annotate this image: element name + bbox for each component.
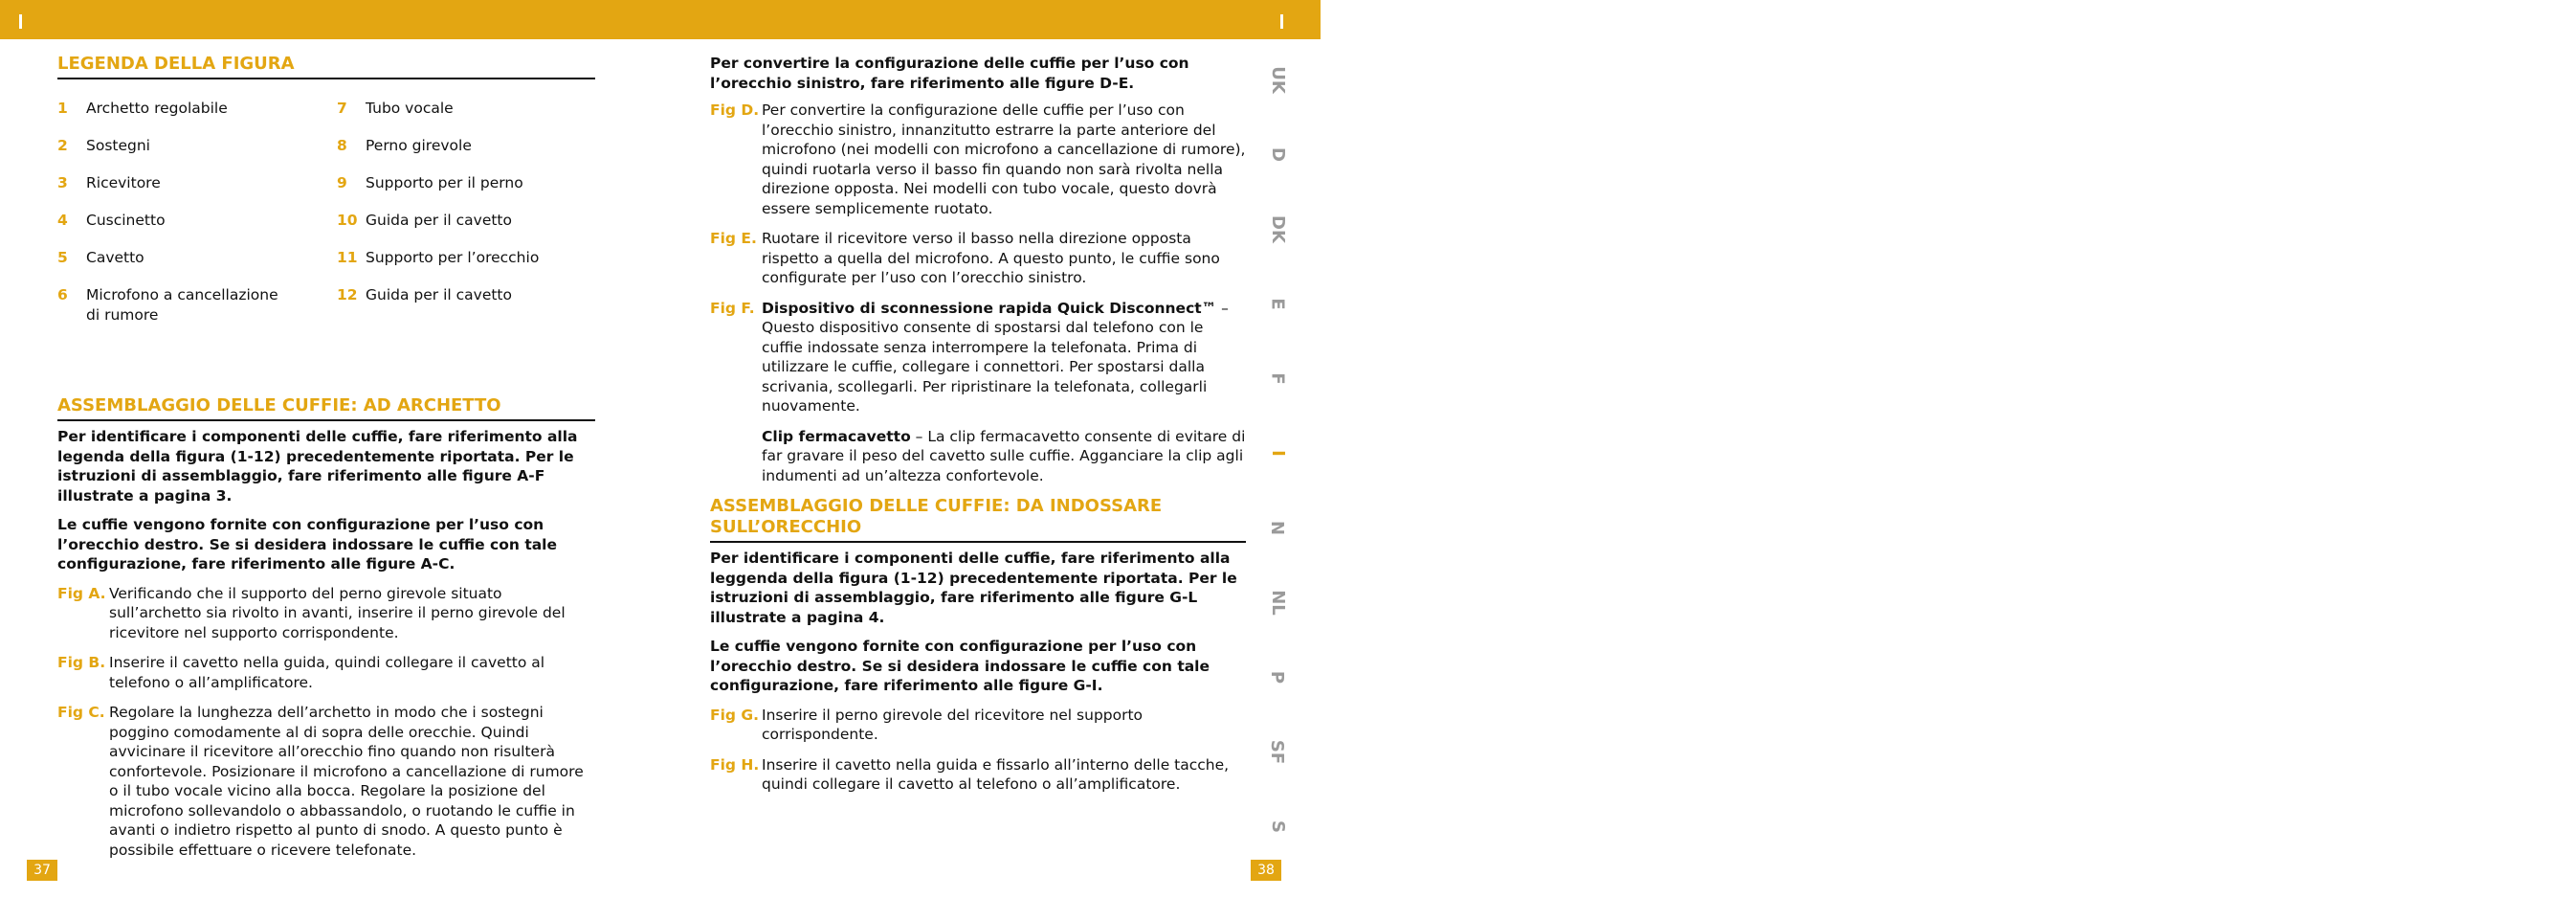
legend-label: Sostegni <box>86 137 150 154</box>
right-tick-mark <box>1280 14 1283 29</box>
legend-number: 6 <box>57 286 68 303</box>
legend-item <box>337 136 605 156</box>
assembly-lead-1: Per identificare i componenti delle cuffie, fare riferimento alla legenda della figura (1-12) precedentemente riportata. Per le istruzioni di assemblaggio, fare riferimento alle figure A-F illustrate a pagina 3. <box>57 428 578 505</box>
legend-label: Supporto per l’orecchio <box>366 249 540 266</box>
left-tick-mark <box>19 14 22 29</box>
legend-item <box>57 173 344 193</box>
legend-number: 9 <box>337 174 347 191</box>
legend-label: Perno girevole <box>366 137 472 154</box>
legend-item <box>337 211 605 231</box>
language-tab-p[interactable]: P <box>1267 670 1288 684</box>
fig-text: Inserire il cavetto nella guida e fissarlo all’interno delle tacche, quindi collegare il cavetto al telefono o all’amplificatore. <box>762 755 1230 793</box>
legend-number: 4 <box>57 212 68 229</box>
legend-label: Guida per il cavetto <box>366 286 512 303</box>
legend-item <box>57 136 344 156</box>
page-number-left: 37 <box>27 860 57 881</box>
fig-label: Fig F. <box>710 299 755 317</box>
legend-number: 8 <box>337 137 347 154</box>
legend-number: 1 <box>57 100 68 117</box>
clip-text: – La clip fermacavetto consente di evitare di far gravare il peso del cavetto sulle cuffie. Agganciare la clip agli indumenti ad un’altezza confortevole. <box>762 427 1246 484</box>
legend-item <box>57 248 344 268</box>
fig-text: Regolare la lunghezza dell’archetto in modo che i sostegni poggino comodamente al di sopra delle orecchie. Quindi avvicinare il ricevitore all’orecchio fino quando non risulterà confortevole. Posizionare il microfono a cancellazione di rumore o il tubo vocale vicino alla bocca. Regolare la posizione del microfono sollevandolo o abbassandolo, o ruotando le cuffie in avanti o indietro rispetto al punto di snodo. A questo punto è possibile effettuare o ricevere telefonate. <box>109 704 584 859</box>
fig-text: Verificando che il supporto del perno girevole situato sull’archetto sia rivolto in avanti, inserire il perno girevole del ricevitore nel supporto corrispondente. <box>109 584 566 641</box>
legend-number: 5 <box>57 249 68 266</box>
legend-label: Cuscinetto <box>86 212 166 229</box>
legend-number: 7 <box>337 100 347 117</box>
legend-item <box>337 99 605 119</box>
fig-label: Fig G. <box>710 706 760 724</box>
legend-number: 11 <box>337 249 358 266</box>
legend-item <box>57 99 344 119</box>
legend-list-left <box>57 99 344 343</box>
page-number-right: 38 <box>1251 860 1281 881</box>
language-tab-sf[interactable]: SF <box>1267 739 1288 764</box>
language-tab-uk[interactable]: UK <box>1267 65 1288 94</box>
legend-item <box>57 285 344 325</box>
legend-item <box>57 211 344 231</box>
fig-f <box>710 299 1246 486</box>
legend-number: 2 <box>57 137 68 154</box>
fig-c <box>57 703 595 860</box>
assembly-lead-2: Le cuffie vengono fornite con configurazione per l’uso con l’orecchio destro. Se si desidera indossare le cuffie con tale configurazione, fare riferimento alle figure A-C. <box>57 516 558 572</box>
right-column <box>710 54 1246 805</box>
fig-g <box>710 706 1246 745</box>
legend-label: Cavetto <box>86 249 144 266</box>
legend-title: LEGENDA DELLA FIGURA <box>57 54 595 79</box>
fig-label: Fig H. <box>710 755 760 774</box>
legend-label: Archetto regolabile <box>86 100 228 117</box>
language-tab-i[interactable]: I <box>1267 449 1288 457</box>
fig-a <box>57 584 595 643</box>
legend-label: Supporto per il perno <box>366 174 523 191</box>
legend-number: 3 <box>57 174 68 191</box>
legend-number: 10 <box>337 212 358 229</box>
language-tab-e[interactable]: E <box>1267 297 1288 310</box>
ear-lead-1: Per identificare i componenti delle cuffie, fare riferimento alla leggenda della figura (1-12) precedentemente riportata. Per le istruzioni di assemblaggio, fare riferimento alle figure G-L illustrate a pagina 4. <box>710 550 1237 626</box>
assembly-headband-section <box>57 395 595 870</box>
language-tab-f[interactable]: F <box>1267 371 1288 385</box>
assembly-ear-title: ASSEMBLAGGIO DELLE CUFFIE: DA INDOSSARE SULL’ORECCHIO <box>710 496 1246 543</box>
legend-item <box>337 285 605 305</box>
fig-h <box>710 755 1246 795</box>
legend-item <box>337 173 605 193</box>
quick-disconnect-text: – Questo dispositivo consente di spostarsi dal telefono con le cuffie indossate senza interrompere la telefonata. Prima di utilizzare le cuffie, collegare i connettori. Per spostarsi dalla scrivania, scollegarli. Per ripristinare la telefonata, collegarli nuovamente. <box>762 299 1229 415</box>
clip-title: Clip fermacavetto <box>762 427 911 445</box>
language-tab-n[interactable]: N <box>1267 520 1288 535</box>
language-tab-nl[interactable]: NL <box>1267 589 1288 616</box>
fig-text: Inserire il perno girevole del ricevitore nel supporto corrispondente. <box>762 706 1144 743</box>
fig-b <box>57 653 595 692</box>
fig-label: Fig A. <box>57 584 106 602</box>
language-tab-d[interactable]: D <box>1267 146 1288 162</box>
legend-number: 12 <box>337 286 358 303</box>
legend-label: Microfono a cancellazione di rumore <box>86 286 278 324</box>
legend-list-right <box>337 99 605 323</box>
ear-lead-2: Le cuffie vengono fornite con configurazione per l’uso con l’orecchio destro. Se si desidera indossare le cuffie con tale configurazione, fare riferimento alle figure G-I. <box>710 638 1210 694</box>
header-bar <box>0 0 1321 39</box>
left-ear-lead: Per convertire la configurazione delle cuffie per l’uso con l’orecchio sinistro, fare riferimento alle figure D-E. <box>710 55 1189 92</box>
legend-label: Ricevitore <box>86 174 161 191</box>
fig-label: Fig C. <box>57 704 105 721</box>
fig-e <box>710 229 1246 288</box>
fig-d <box>710 101 1246 218</box>
legend-label: Guida per il cavetto <box>366 212 512 229</box>
language-tab-dk[interactable]: DK <box>1267 214 1288 243</box>
fig-label: Fig E. <box>710 230 757 247</box>
legend-item <box>337 248 605 268</box>
fig-text: Per convertire la configurazione delle cuffie per l’uso con l’orecchio sinistro, innanzitutto estrarre la parte anteriore del microfono (nei modelli con microfono a cancellazione di rumore), quindi ruotarla verso il basso fin quando non sarà rivolta nella direzione opposta. Nei modelli con tubo vocale, questo dovrà essere semplicemente ruotato. <box>762 101 1246 217</box>
language-tab-s[interactable]: S <box>1267 819 1288 833</box>
fig-label: Fig D. <box>710 101 760 119</box>
assembly-headband-title: ASSEMBLAGGIO DELLE CUFFIE: AD ARCHETTO <box>57 395 595 421</box>
fig-text <box>762 299 1246 486</box>
legend-section <box>57 54 595 79</box>
fig-label: Fig B. <box>57 654 106 671</box>
legend-label: Tubo vocale <box>366 100 454 117</box>
quick-disconnect-title: Dispositivo di sconnessione rapida Quick Disconnect™ <box>762 299 1217 317</box>
fig-text: Ruotare il ricevitore verso il basso nella direzione opposta rispetto a quella del microfono. A questo punto, le cuffie sono configurate per l’uso con l’orecchio sinistro. <box>762 230 1220 286</box>
fig-text: Inserire il cavetto nella guida, quindi collegare il cavetto al telefono o all’amplificatore. <box>109 654 545 691</box>
